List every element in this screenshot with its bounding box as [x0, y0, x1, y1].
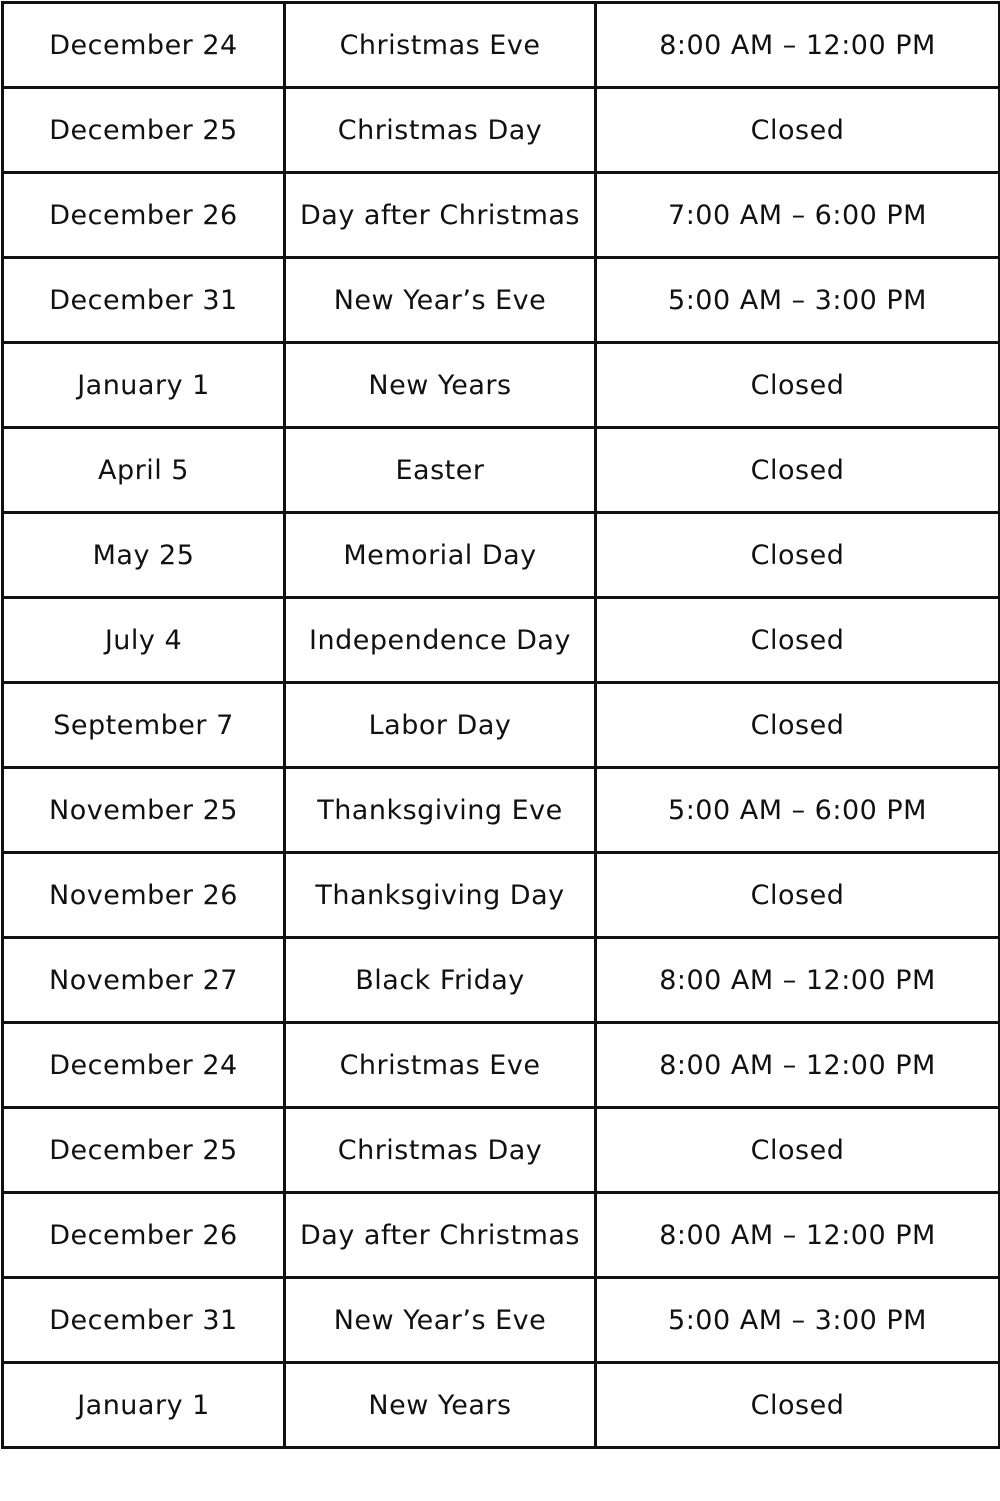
holiday-cell: Independence Day: [285, 598, 596, 683]
holiday-cell: Easter: [285, 428, 596, 513]
date-cell: December 26: [3, 1193, 285, 1278]
table-row: [3, 1363, 1000, 1448]
date-cell: September 7: [3, 683, 285, 768]
hours-cell: 5:00 AM – 6:00 PM: [596, 768, 1000, 853]
holiday-cell: New Years: [285, 1363, 596, 1448]
date-cell: January 1: [3, 343, 285, 428]
table-row: [3, 3, 1000, 88]
holiday-cell: Day after Christmas: [285, 1193, 596, 1278]
hours-cell: Closed: [596, 88, 1000, 173]
date-cell: May 25: [3, 513, 285, 598]
holiday-cell: Black Friday: [285, 938, 596, 1023]
hours-cell: 5:00 AM – 3:00 PM: [596, 258, 1000, 343]
table-row: [3, 853, 1000, 938]
date-cell: April 5: [3, 428, 285, 513]
table-row: [3, 1278, 1000, 1363]
holiday-cell: Christmas Day: [285, 88, 596, 173]
table-row: [3, 1193, 1000, 1278]
holiday-cell: Labor Day: [285, 683, 596, 768]
hours-cell: 8:00 AM – 12:00 PM: [596, 938, 1000, 1023]
hours-cell: Closed: [596, 598, 1000, 683]
table-row: [3, 88, 1000, 173]
date-cell: November 26: [3, 853, 285, 938]
hours-cell: Closed: [596, 1363, 1000, 1448]
table-row: [3, 938, 1000, 1023]
holiday-cell: Christmas Day: [285, 1108, 596, 1193]
table-row: [3, 258, 1000, 343]
hours-cell: Closed: [596, 683, 1000, 768]
holiday-hours-table: [1, 1, 1000, 1449]
holiday-cell: Christmas Eve: [285, 1023, 596, 1108]
table-row: [3, 1108, 1000, 1193]
holiday-cell: Memorial Day: [285, 513, 596, 598]
table-row: [3, 343, 1000, 428]
date-cell: July 4: [3, 598, 285, 683]
date-cell: December 24: [3, 3, 285, 88]
table-row: [3, 173, 1000, 258]
hours-cell: Closed: [596, 513, 1000, 598]
hours-cell: Closed: [596, 428, 1000, 513]
table-row: [3, 513, 1000, 598]
holiday-cell: New Year’s Eve: [285, 258, 596, 343]
holiday-cell: New Years: [285, 343, 596, 428]
date-cell: January 1: [3, 1363, 285, 1448]
holiday-cell: Day after Christmas: [285, 173, 596, 258]
date-cell: December 24: [3, 1023, 285, 1108]
hours-cell: Closed: [596, 853, 1000, 938]
holiday-cell: Thanksgiving Eve: [285, 768, 596, 853]
table-row: [3, 683, 1000, 768]
date-cell: December 31: [3, 1278, 285, 1363]
hours-cell: Closed: [596, 343, 1000, 428]
table-row: [3, 428, 1000, 513]
hours-cell: 8:00 AM – 12:00 PM: [596, 3, 1000, 88]
holiday-cell: Christmas Eve: [285, 3, 596, 88]
date-cell: December 31: [3, 258, 285, 343]
hours-cell: 5:00 AM – 3:00 PM: [596, 1278, 1000, 1363]
date-cell: November 25: [3, 768, 285, 853]
holiday-cell: Thanksgiving Day: [285, 853, 596, 938]
hours-cell: 8:00 AM – 12:00 PM: [596, 1023, 1000, 1108]
holiday-cell: New Year’s Eve: [285, 1278, 596, 1363]
table-row: [3, 768, 1000, 853]
table-row: [3, 1023, 1000, 1108]
date-cell: December 25: [3, 88, 285, 173]
hours-cell: 7:00 AM – 6:00 PM: [596, 173, 1000, 258]
hours-cell: 8:00 AM – 12:00 PM: [596, 1193, 1000, 1278]
date-cell: December 26: [3, 173, 285, 258]
table-row: [3, 598, 1000, 683]
date-cell: November 27: [3, 938, 285, 1023]
date-cell: December 25: [3, 1108, 285, 1193]
hours-cell: Closed: [596, 1108, 1000, 1193]
